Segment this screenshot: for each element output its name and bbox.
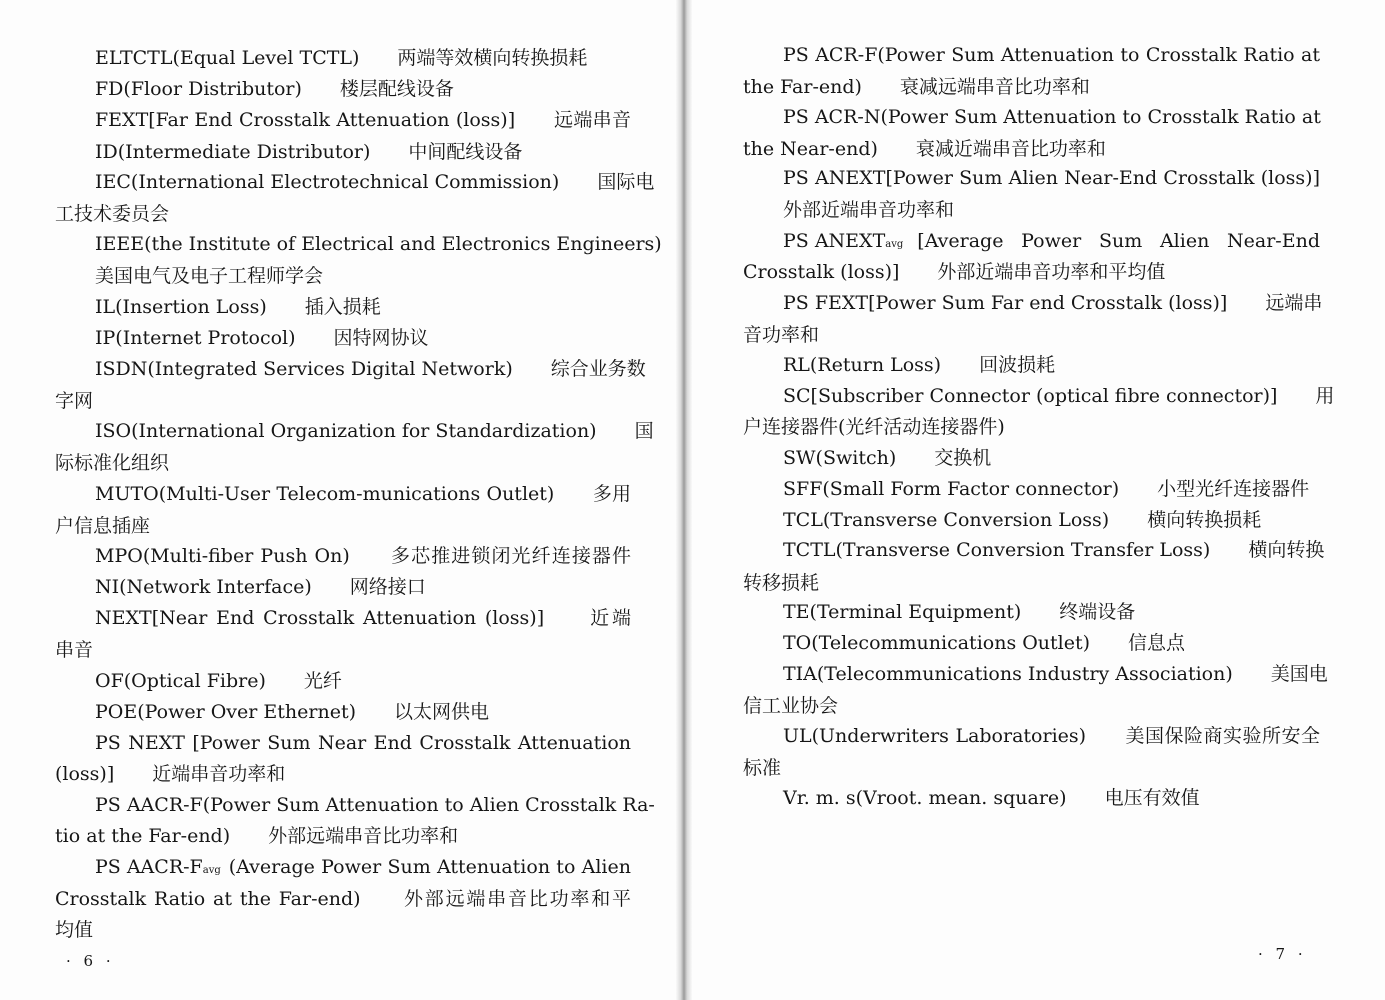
term-suffix: (Average Power Sum Attenuation to Alien bbox=[228, 856, 631, 878]
glossary-entry-to: TO(Telecommunications Outlet) 信息点 bbox=[783, 632, 1186, 654]
glossary-entry-ul: UL(Underwriters Laboratories) 美国保险商实验所安全 bbox=[783, 725, 1320, 747]
glossary-entry-iso-cont: 际标准化组织 bbox=[55, 452, 170, 474]
glossary-entry-id: ID(Intermediate Distributor) 中间配线设备 bbox=[95, 141, 523, 163]
glossary-entry-sc-cont: 户连接器件(光纤活动连接器件) bbox=[743, 416, 1005, 438]
glossary-entry-muto: MUTO(Multi-User Telecom-munications Outlet) 多用 bbox=[95, 483, 631, 505]
term-subscript: avg bbox=[885, 239, 904, 250]
glossary-entry-tia: TIA(Telecommunications Industry Association) 美国电 bbox=[783, 663, 1328, 685]
glossary-entry-iso: ISO(International Organization for Standardization) 国 bbox=[95, 420, 654, 442]
glossary-entry-tia-cont: 信工业协会 bbox=[743, 695, 839, 717]
glossary-entry-ni: NI(Network Interface) 网络接口 bbox=[95, 576, 426, 598]
glossary-entry-tctl: TCTL(Transverse Conversion Transfer Loss) 横向转换 bbox=[783, 539, 1325, 561]
glossary-entry-iec-cont: 工技术委员会 bbox=[55, 203, 170, 225]
glossary-entry-sff: SFF(Small Form Factor connector) 小型光纤连接器件 bbox=[783, 478, 1310, 500]
glossary-entry-psaacrf-avg bbox=[95, 854, 631, 880]
glossary-entry-isdn-cont: 字网 bbox=[55, 390, 94, 412]
glossary-entry-psaacrf-cont: tio at the Far-end) 外部远端串音比功率和 bbox=[55, 825, 459, 847]
term-prefix: PS AACR-F bbox=[95, 856, 203, 878]
glossary-entry-psanext-avg bbox=[783, 228, 1320, 254]
page-number: · 7 · bbox=[1258, 945, 1307, 963]
glossary-entry-psacrn-cont: the Near-end) 衰减近端串音比功率和 bbox=[743, 138, 1106, 160]
page-number: · 6 · bbox=[66, 952, 115, 970]
glossary-entry-iec: IEC(International Electrotechnical Commission) 国际电 bbox=[95, 171, 655, 193]
glossary-entry-ip: IP(Internet Protocol) 因特网协议 bbox=[95, 327, 429, 349]
term-suffix: [Average Power Sum Alien Near-End bbox=[917, 230, 1320, 252]
glossary-entry-tctl-cont: 转移损耗 bbox=[743, 572, 820, 594]
glossary-entry-ieee: IEEE(the Institute of Electrical and Electronics Engineers) bbox=[95, 233, 662, 255]
glossary-entry-psfext: PS FEXT[Power Sum Far end Crosstalk (loss)] 远端串 bbox=[783, 292, 1323, 314]
glossary-entry-psaacrf-avg-cont: Crosstalk Ratio at the Far-end) 外部远端串音比功率和平 bbox=[55, 888, 631, 910]
term-subscript: avg bbox=[202, 865, 221, 876]
glossary-entry-next-cont: 串音 bbox=[55, 639, 94, 661]
glossary-entry-ul-cont: 标准 bbox=[743, 757, 782, 779]
glossary-entry-psfext-cont: 音功率和 bbox=[743, 324, 820, 346]
glossary-entry-psaacrf-avg-cont2: 均值 bbox=[55, 919, 94, 941]
left-page bbox=[0, 0, 676, 1000]
glossary-entry-isdn: ISDN(Integrated Services Digital Network) 综合业务数 bbox=[95, 358, 646, 380]
glossary-entry-rl: RL(Return Loss) 回波损耗 bbox=[783, 354, 1056, 376]
glossary-entry-mpo: MPO(Multi-fiber Push On) 多芯推进锁闭光纤连接器件 bbox=[95, 545, 631, 567]
glossary-entry-poe: POE(Power Over Ethernet) 以太网供电 bbox=[95, 701, 489, 723]
glossary-entry-sw: SW(Switch) 交换机 bbox=[783, 447, 992, 469]
glossary-entry-ieee-cont: 美国电气及电子工程师学会 bbox=[95, 265, 324, 287]
book-gutter bbox=[676, 0, 692, 1000]
glossary-entry-te: TE(Terminal Equipment) 终端设备 bbox=[783, 601, 1136, 623]
glossary-entry-il: IL(Insertion Loss) 插入损耗 bbox=[95, 296, 381, 318]
glossary-entry-psacrn: PS ACR-N(Power Sum Attenuation to Crosstalk Ratio at bbox=[783, 106, 1321, 128]
glossary-entry-psanext-cont: 外部近端串音功率和 bbox=[783, 199, 955, 221]
glossary-entry-fd: FD(Floor Distributor) 楼层配线设备 bbox=[95, 78, 454, 100]
term-prefix: PS ANEXT bbox=[783, 230, 886, 252]
glossary-entry-psnext-cont: (loss)] 近端串音功率和 bbox=[55, 763, 286, 785]
glossary-entry-psanext: PS ANEXT[Power Sum Alien Near-End Crosstalk (loss)] bbox=[783, 167, 1320, 189]
glossary-entry-fext: FEXT[Far End Crosstalk Attenuation (loss)] 远端串音 bbox=[95, 109, 631, 131]
glossary-entry-sc: SC[Subscriber Connector (optical fibre connector)] 用 bbox=[783, 385, 1335, 407]
glossary-entry-tcl: TCL(Transverse Conversion Loss) 横向转换损耗 bbox=[783, 509, 1262, 531]
glossary-entry-psacrf: PS ACR-F(Power Sum Attenuation to Crosstalk Ratio at bbox=[783, 44, 1320, 66]
glossary-entry-psaacrf: PS AACR-F(Power Sum Attenuation to Alien Crosstalk Ra- bbox=[95, 794, 655, 816]
glossary-entry-muto-cont: 户信息插座 bbox=[55, 515, 151, 537]
glossary-entry-next: NEXT[Near End Crosstalk Attenuation (loss)] 近端 bbox=[95, 607, 631, 629]
right-page bbox=[692, 0, 1385, 1000]
glossary-entry-psanext-avg-cont: Crosstalk (loss)] 外部近端串音功率和平均值 bbox=[743, 261, 1166, 283]
glossary-entry-of: OF(Optical Fibre) 光纤 bbox=[95, 670, 342, 692]
glossary-entry-psacrf-cont: the Far-end) 衰减远端串音比功率和 bbox=[743, 76, 1090, 98]
glossary-entry-eltctl: ELTCTL(Equal Level TCTL) 两端等效横向转换损耗 bbox=[95, 47, 588, 69]
glossary-entry-vrms: Vr. m. s(Vroot. mean. square) 电压有效值 bbox=[783, 787, 1200, 809]
glossary-entry-psnext: PS NEXT [Power Sum Near End Crosstalk Attenuation bbox=[95, 732, 631, 754]
